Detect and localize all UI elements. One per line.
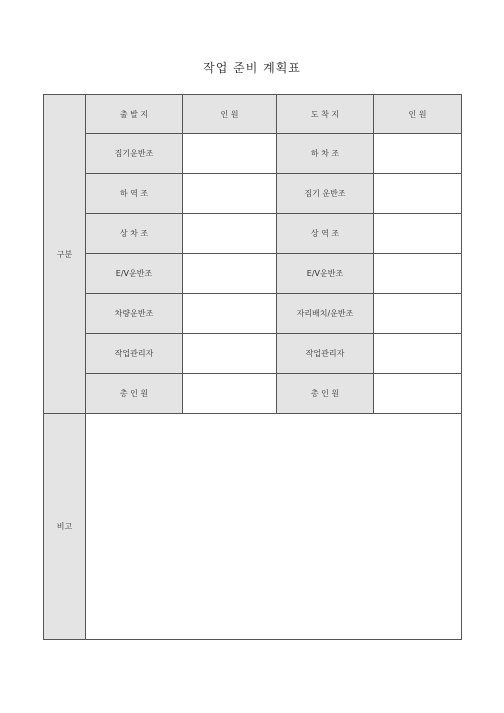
row-label-left: 작업관리자 (86, 334, 183, 374)
row-label-left: 총 인 원 (86, 374, 183, 414)
header-origin: 출 발 지 (86, 95, 183, 134)
row-label-left: 차량운반조 (86, 294, 183, 334)
personnel-cell[interactable] (183, 174, 277, 214)
category-label: 구분 (44, 95, 86, 414)
personnel-cell[interactable] (374, 334, 462, 374)
row-label-right: 짐기 운반조 (277, 174, 374, 214)
personnel-cell[interactable] (183, 134, 277, 174)
personnel-cell[interactable] (183, 334, 277, 374)
personnel-cell[interactable] (374, 254, 462, 294)
personnel-cell[interactable] (183, 214, 277, 254)
row-label-right: 작업관리자 (277, 334, 374, 374)
row-label-left: 짐기운반조 (86, 134, 183, 174)
personnel-cell[interactable] (374, 374, 462, 414)
row-label-left: 하 역 조 (86, 174, 183, 214)
row-label-left: E/V운반조 (86, 254, 183, 294)
personnel-cell[interactable] (374, 214, 462, 254)
personnel-cell[interactable] (183, 254, 277, 294)
page-title: 작업 준비 계획표 (203, 61, 301, 75)
personnel-cell[interactable] (374, 174, 462, 214)
personnel-cell[interactable] (183, 374, 277, 414)
row-label-right: 상 역 조 (277, 214, 374, 254)
remarks-label: 비고 (44, 414, 86, 640)
row-label-right: 자리배치/운반조 (277, 294, 374, 334)
header-personnel-2: 인 원 (374, 95, 462, 134)
header-destination: 도 착 지 (277, 95, 374, 134)
row-label-right: E/V운반조 (277, 254, 374, 294)
remarks-area[interactable] (86, 414, 462, 640)
header-personnel-1: 인 원 (183, 95, 277, 134)
personnel-cell[interactable] (374, 134, 462, 174)
row-label-left: 상 차 조 (86, 214, 183, 254)
personnel-cell[interactable] (183, 294, 277, 334)
row-label-right: 하 차 조 (277, 134, 374, 174)
row-label-right: 총 인 원 (277, 374, 374, 414)
work-plan-table (43, 94, 462, 640)
personnel-cell[interactable] (374, 294, 462, 334)
